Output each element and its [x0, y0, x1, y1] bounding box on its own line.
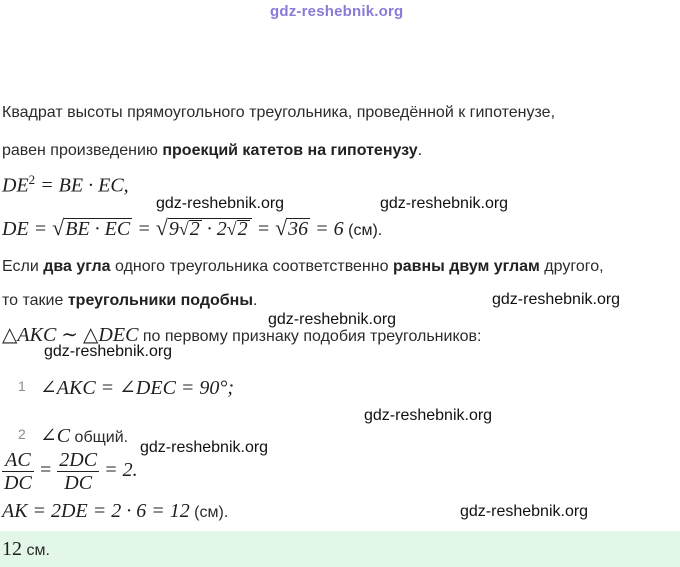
watermark: gdz-reshebnik.org [364, 407, 493, 424]
watermark-top: gdz-reshebnik.org [270, 3, 404, 20]
answer-bar [0, 531, 680, 567]
list-item [18, 378, 26, 396]
watermark: gdz-reshebnik.org [380, 195, 509, 212]
equation-height-squared: $DE^2$ = BE · EC, [2, 172, 129, 197]
ratio-equation: $\frac{AC}{DC}$ = $\frac{2DC}{DC}$ = 2. [4, 449, 138, 494]
list-item [18, 426, 26, 444]
watermark: gdz-reshebnik.org [156, 195, 285, 212]
theorem-height-line2: равен произведению проекций катетов на гипотенузу. [2, 142, 423, 159]
watermark: gdz-reshebnik.org [460, 503, 589, 520]
theorem-height-line1: Квадрат высоты прямоугольного треугольника, проведённой к гипотенузе, [2, 104, 556, 121]
theorem-similarity-line2: то такие треугольники подобны. [2, 292, 258, 309]
common-angle: ∠C общий. [40, 425, 129, 447]
watermark: gdz-reshebnik.org [44, 343, 173, 360]
equation-height-value: DE = √BE · EC = √9√2 · 2√2 = √36 = 6 (см). [2, 215, 383, 240]
theorem-similarity-line1: Если два угла одного треугольника соответственно равны двум углам другого, [2, 258, 604, 275]
watermark: gdz-reshebnik.org [492, 291, 621, 308]
watermark: gdz-reshebnik.org [268, 311, 397, 328]
similarity-statement: △AKC ∼ △DEC по первому признаку подобия треугольников: [2, 324, 482, 346]
angle-equality: ∠AKC = ∠DEC = 90°; [40, 377, 235, 399]
watermark: gdz-reshebnik.org [140, 439, 269, 456]
list-item-number: 1 [18, 378, 26, 394]
list-item-number: 2 [18, 426, 26, 442]
equation-ak: AK = 2DE = 2 · 6 = 12 (см). [2, 500, 229, 522]
answer: 12 см. [2, 538, 50, 560]
